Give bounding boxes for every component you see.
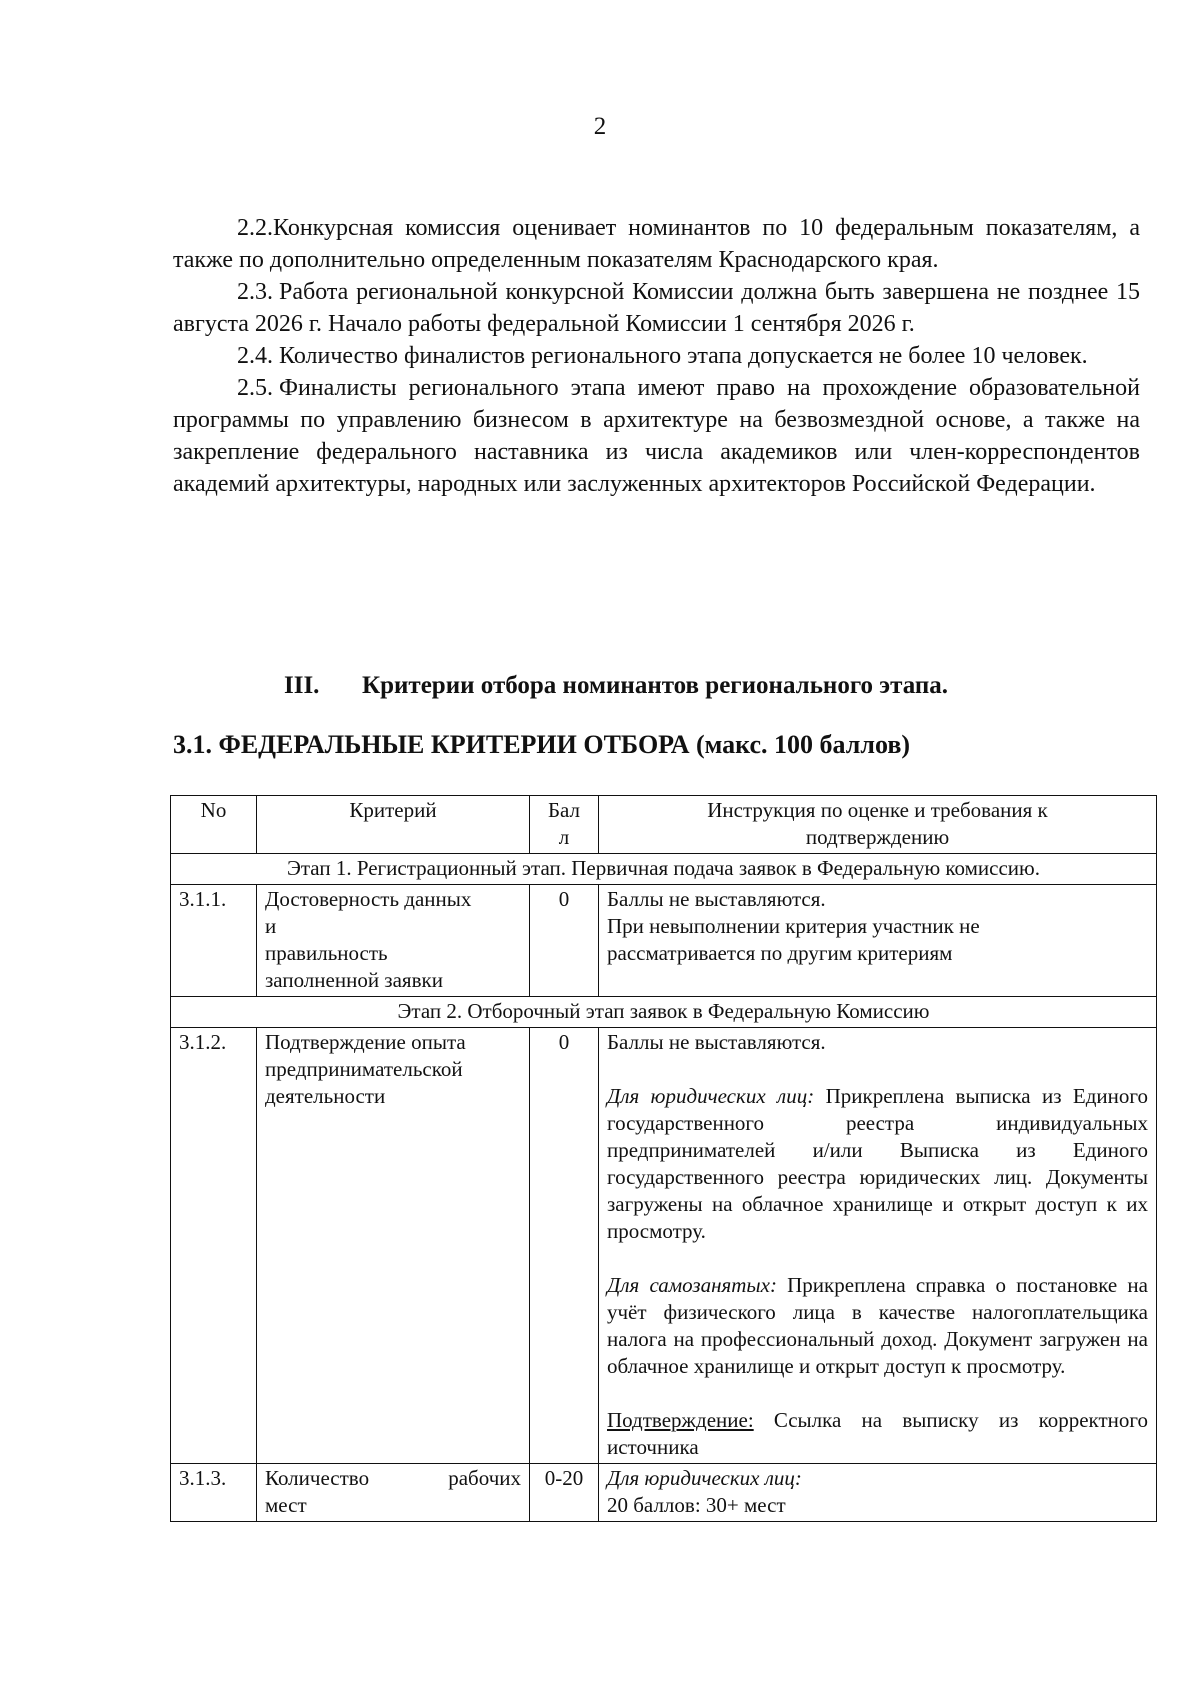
confirmation-requirement xyxy=(607,1407,1148,1461)
paragraph-number: 2.4. xyxy=(237,343,273,369)
paragraph-2-3 xyxy=(173,276,1140,340)
paragraph-number: 2.3. xyxy=(237,279,273,305)
instruction-line: При невыполнении критерия участник не рассматривается по другим критериям xyxy=(607,914,980,965)
legal-entity-label: Для юридических лиц: xyxy=(607,1084,815,1108)
page-number: 2 xyxy=(593,113,607,140)
criterion-line: Достоверность данных xyxy=(265,887,472,911)
criterion-line: и xyxy=(265,914,277,938)
table-row xyxy=(171,1028,1157,1464)
paragraph-2-2 xyxy=(173,212,1140,276)
criterion-word: Количество xyxy=(265,1466,370,1490)
paragraph-text: Работа региональной конкурсной Комиссии должна быть завершена не позднее 15 августа 2026 г. Начало работы федеральной Комиссии 1 сентября 2026 г. xyxy=(173,279,1140,337)
paragraph-2-4 xyxy=(173,340,1140,372)
criterion-word: мест xyxy=(265,1493,307,1517)
table-row xyxy=(171,885,1157,997)
section-heading xyxy=(284,670,1144,702)
body-text xyxy=(173,212,1140,500)
header-criterion: Критерий xyxy=(257,796,530,854)
subsection-heading: 3.1. ФЕДЕРАЛЬНЫЕ КРИТЕРИИ ОТБОРА (макс. 100 баллов) xyxy=(173,730,911,759)
row-ball: 0 xyxy=(530,885,599,997)
header-instruction xyxy=(599,796,1157,854)
table-row xyxy=(171,1464,1157,1522)
instruction-line: Баллы не выставляются. xyxy=(607,1030,826,1054)
paragraph-number: 2.5. xyxy=(237,375,273,401)
self-employed-label: Для самозанятых: xyxy=(607,1273,777,1297)
row-instruction xyxy=(599,885,1157,997)
instruction-line: Баллы не выставляются. xyxy=(607,887,826,911)
row-number: 3.1.3. xyxy=(171,1464,257,1522)
self-employed-text: Прикреплена справка о постановке на учёт физического лица в качестве налогоплательщика налога на профессиональный доход. Документ загружен на облачное хранилище и открыт доступ к просмотру. xyxy=(607,1273,1148,1378)
section-number: III. xyxy=(284,672,320,699)
self-employed-requirement xyxy=(607,1272,1148,1380)
row-instruction xyxy=(599,1464,1157,1522)
header-instruction-line-1: Инструкция по оценке и требования к xyxy=(707,798,1048,822)
confirmation-label: Подтверждение: xyxy=(607,1408,754,1432)
confirmation-text: Ссылка на выписку из корректного источника xyxy=(607,1408,1148,1459)
header-ball-line-1: Бал xyxy=(547,798,581,822)
legal-entity-requirement xyxy=(607,1083,1148,1245)
spacer xyxy=(607,1245,1148,1272)
criterion-word: рабочих xyxy=(448,1466,521,1490)
legal-entity-label: Для юридических лиц: xyxy=(607,1466,802,1490)
section-title: Критерии отбора номинантов регионального этапа. xyxy=(362,672,949,699)
paragraph-text: Конкурсная комиссия оценивает номинантов по 10 федеральным показателям, а также по дополнительно определенным показателям Краснодарского края. xyxy=(173,215,1140,273)
criterion-line xyxy=(265,1465,521,1492)
criterion-line: заполненной заявки xyxy=(265,968,443,992)
header-ball-line-2: л xyxy=(558,825,570,849)
stage-1-row xyxy=(171,854,1157,885)
row-number: 3.1.2. xyxy=(171,1028,257,1464)
criteria-table xyxy=(170,795,1157,1522)
table-header-row xyxy=(171,796,1157,854)
row-instruction xyxy=(599,1028,1157,1464)
criterion-line: правильность xyxy=(265,941,388,965)
row-criterion xyxy=(257,1464,530,1522)
paragraph-text: Финалисты регионального этапа имеют право на прохождение образовательной программы по управлению бизнесом в архитектуре на безвозмездной основе, а также на закрепление федерального наставника из числа академиков или член-корреспондентов академий архитектуры, народных или заслуженных архитекторов Российской Федерации. xyxy=(173,375,1140,497)
spacer xyxy=(607,1380,1148,1407)
row-ball: 0-20 xyxy=(530,1464,599,1522)
stage-1-label: Этап 1. Регистрационный этап. Первичная подача заявок в Федеральную комиссию. xyxy=(171,854,1157,885)
row-number: 3.1.1. xyxy=(171,885,257,997)
paragraph-2-5 xyxy=(173,372,1140,500)
stage-2-row xyxy=(171,997,1157,1028)
spacer xyxy=(607,1056,1148,1083)
paragraph-text: Количество финалистов регионального этапа допускается не более 10 человек. xyxy=(279,343,1088,369)
header-ball xyxy=(530,796,599,854)
row-criterion xyxy=(257,885,530,997)
stage-2-label: Этап 2. Отборочный этап заявок в Федеральную Комиссию xyxy=(171,997,1157,1028)
row-criterion: Подтверждение опыта предпринимательской деятельности xyxy=(257,1028,530,1464)
legal-entity-text: Прикреплена выписка из Единого государственного реестра индивидуальных предпринимателей и/или Выписка из Единого государственного реестра юридических лиц. Документы загружены на облачное хранилище и открыт доступ к их просмотру. xyxy=(607,1084,1148,1243)
header-instruction-line-2: подтверждению xyxy=(805,825,950,849)
header-no: No xyxy=(171,796,257,854)
row-ball: 0 xyxy=(530,1028,599,1464)
paragraph-number: 2.2. xyxy=(237,215,273,241)
instruction-line: 20 баллов: 30+ мест xyxy=(607,1493,786,1517)
